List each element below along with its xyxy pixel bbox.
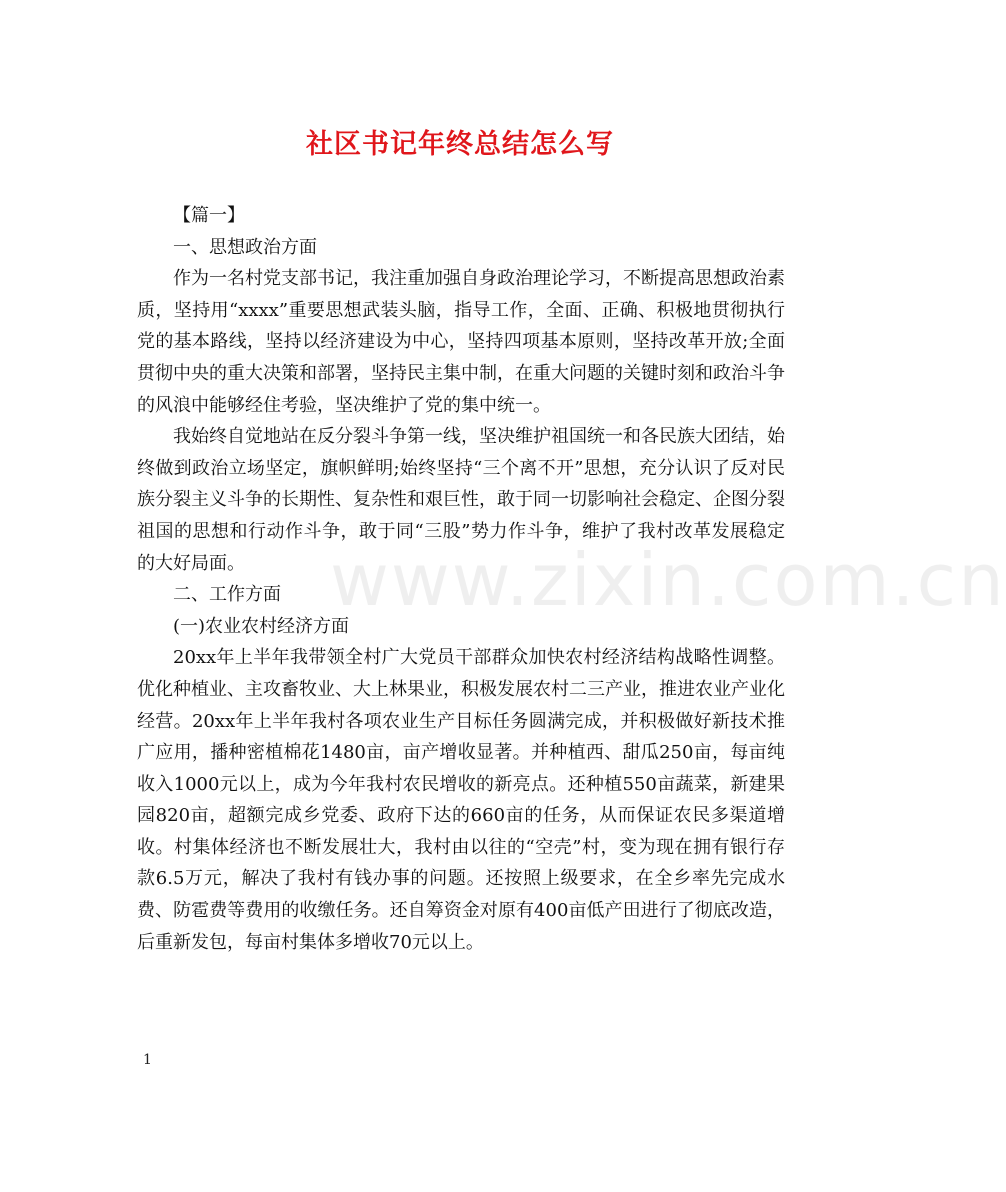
heading-work: 二、工作方面 [173,584,281,606]
page-number: 1 [143,1052,152,1068]
watermark: www.zixin.com.cn [330,538,1006,622]
paragraph-agriculture: 20xx年上半年我带领全村广大党员干部群众加快农村经济结构战略性调整。优化种植业、主攻畜牧业、大上林果业，积极发展农村二三产业，推进农业产业化经营。20xx年上半年我村各项农业生产目标任务圆满完成，并积极做好新技术推广应用，播种密植棉花1480亩，亩产增收显著。并种植西、甜瓜250亩，每亩纯收入1000元以上，成为今年我村农民增收的新亮点。还种植550亩蔬菜，新建果园820亩，超额完成乡党委、政府下达的660亩的任务，从而保证农民多渠道增收。村集体经济也不断发展壮大，我村由以往的“空壳”村，变为现在拥有银行存款6.5万元，解决了我村有钱办事的问题。还按照上级要求，在全乡率先完成水费、防雹费等费用的收缴任务。还自筹资金对原有400亩低产田进行了彻底改造，后重新发包，每亩村集体多增收70元以上。 [137,647,785,953]
subheading-agriculture: (一)农业农村经济方面 [173,615,350,637]
paragraph-anti-separatism: 我始终自觉地站在反分裂斗争第一线，坚决维护祖国统一和各民族大团结，始终做到政治立场坚定，旗帜鲜明;始终坚持“三个离不开”思想，充分认识了反对民族分裂主义斗争的长期性、复杂性和艰巨性，敢于同一切影响社会稳定、企图分裂祖国的思想和行动作斗争，敢于同“三股”势力作斗争，维护了我村改革发展稳定的大好局面。 [137,426,785,574]
section-label: 【篇一】 [173,205,245,226]
heading-political: 一、思想政治方面 [173,236,317,258]
paragraph-political-study: 作为一名村党支部书记，我注重加强自身政治理论学习，不断提高思想政治素质，坚持用“xxxx”重要思想武装头脑，指导工作，全面、正确、积极地贯彻执行党的基本路线，坚持以经济建设为中心，坚持四项基本原则，坚持改革开放;全面贯彻中央的重大决策和部署，坚持民主集中制，在重大问题的关键时刻和政治斗争的风浪中能够经住考验，坚决维护了党的集中统一。 [137,268,785,416]
document-title: 社区书记年终总结怎么写 [306,129,614,160]
document-body [137,200,785,958]
